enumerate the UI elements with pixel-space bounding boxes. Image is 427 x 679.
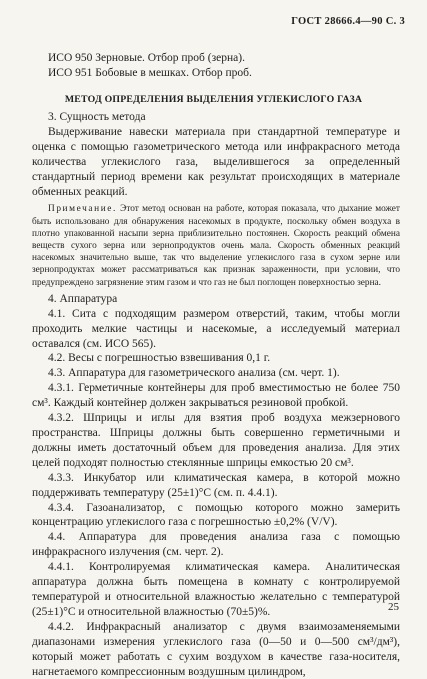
section-title: 4. Аппаратура [48,292,118,305]
paragraph: 4.3.3. Инкубатор или климатическая камера, в которой можно поддерживать температуру (25±1)°С (см. п. 4.4.1). [32,471,400,499]
paragraph: 4.3.1. Герметичные контейнеры для проб вместимостью не более 750 см³. Каждый контейнер должен закрываться резиновой пробкой. [32,382,400,410]
method-heading: МЕТОД ОПРЕДЕЛЕНИЯ ВЫДЕЛЕНИЯ УГЛЕКИСЛОГО ГАЗА [64,94,363,105]
paragraph: 4.3.2. Шприцы и иглы для взятия проб воздуха межзернового пространства. Шприцы должны быть совершенно герметичными и должны иметь достаточный объем для проведения анализа. Для этих целей подходят полностью стеклянные шприцы емкостью 20 см³. [32,412,400,469]
paragraph: 4.3. Аппаратура для газометрического анализа (см. черт. 1). [48,367,340,380]
note-paragraph [32,203,400,288]
section-title: 3. Сущность метода [48,111,146,123]
paragraph: 4.4.1. Контролируемая климатическая камера. Аналитическая аппаратура должна быть помещена в комнату с контролируемой температурой и относительной влажностью желательно с температурой (25±1)°С и относительной влажностью (70±5)%. [32,561,400,618]
paragraph: 4.2. Весы с погрешностью взвешивания 0,1 г. [48,352,271,365]
note-text: Этот метод основан на работе, которая показала, что дыхание может быть использовано для обнаружения насекомых в продукте, поскольку обмен воздуха в плотно упакованной насыпи зерна приблизительно постоянен. Скорость реакций обмена веществ сухого зерна или зернопродуктов очень мала. Скорость обменных реакций насекомых значительно выше, так что выделение углекислого газа в сухом зерне или зернопродуктах может рассматриваться как признак зараженности, при условии, что предупреждено загрязнение этим газом и что газ не был поглощен поверхностью зерна. [32,204,400,288]
document-body [32,110,400,679]
paragraph: 4.4.2. Инфракрасный анализатор с двумя взаимозаменяемыми диапазонами измерения углекислого газа (0—50 и 0—500 см³/дм³), который может работать с сухим воздухом в качестве газа-носителя, нагнетаемого компрессионным воздушным цилиндром, [32,620,400,678]
page-number: 25 [388,601,399,613]
reference-line: ИСО 951 Бобовые в мешках. Отбор проб. [48,67,252,79]
reference-line: ИСО 950 Зерновые. Отбор проб (зерна). [48,52,245,64]
standard-header: ГОСТ 28666.4—90 С. 3 [291,16,405,27]
normative-references [48,51,252,81]
paragraph: 4.4. Аппаратура для проведения анализа газа с помощью инфракрасного излучения (см. черт. 2). [32,531,400,559]
paragraph: Выдерживание навески материала при стандартной температуре и оценка с помощью газометрического метода или инфракрасного метода количества углекислого газа, выделившегося за определенный стандартный период времени как результат происходящих в материале обменных реакций. [32,125,400,198]
paragraph: 4.3.4. Газоанализатор, с помощью которого можно замерить концентрацию углекислого газа с погрешностью ±0,2% (V/V). [32,501,400,529]
paragraph: 4.1. Сита с подходящим размером отверстий, таким, чтобы могли проходить мелкие частицы и насекомые, а исследуемый материал оставался (см. ИСО 565). [32,307,400,350]
note-label: Примечание. [48,204,117,215]
